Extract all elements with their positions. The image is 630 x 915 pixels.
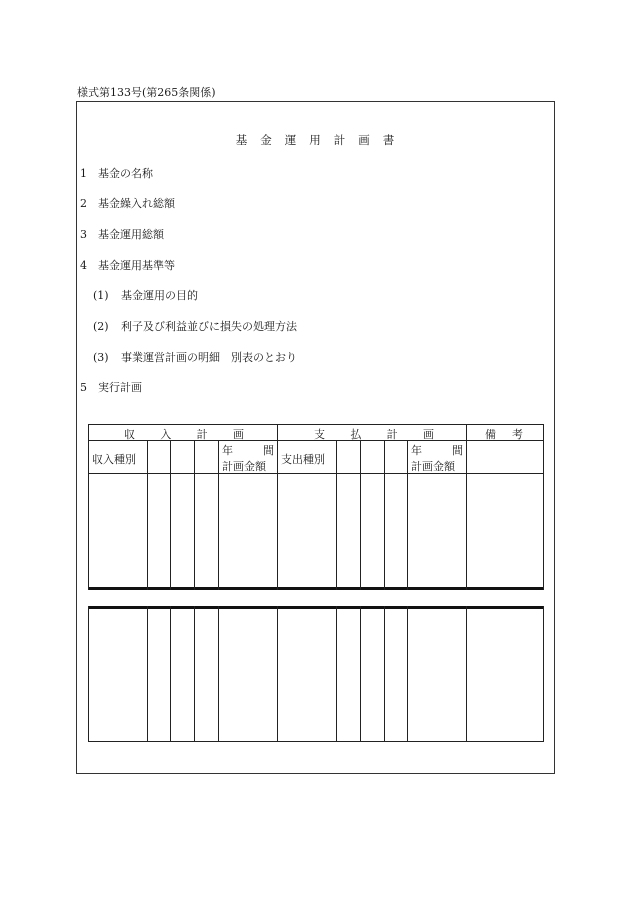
item-2	[80, 195, 175, 211]
subitem-number: (1)	[93, 289, 109, 302]
separator-upper	[88, 587, 544, 590]
item-1	[80, 165, 153, 181]
column-divider	[218, 606, 219, 742]
subitem-2	[93, 318, 297, 334]
item-5	[80, 379, 142, 395]
table-border-bottom	[88, 741, 544, 742]
column-divider	[170, 606, 171, 742]
header-char: 計	[386, 428, 398, 441]
table-border-top	[88, 424, 544, 425]
header-char: 収	[124, 428, 135, 441]
item-number: 5	[80, 381, 87, 394]
subitem-label: 基金運用の目的	[121, 289, 198, 302]
subitem-number: (2)	[93, 320, 109, 333]
column-divider	[277, 424, 278, 590]
header-char: 払	[350, 428, 362, 441]
header-char: 計	[196, 428, 208, 441]
subitem-1	[93, 287, 198, 303]
item-4	[80, 257, 175, 273]
column-divider	[194, 440, 195, 590]
header-char: 入	[160, 428, 172, 441]
column-divider	[407, 440, 408, 590]
header-char: 支	[314, 428, 325, 441]
item-number: 4	[80, 259, 87, 272]
column-divider	[466, 606, 467, 742]
table-border-right	[543, 424, 544, 590]
subitem-label: 利子及び利益並びに損失の処理方法	[121, 320, 297, 333]
item-label: 基金の名称	[98, 167, 153, 180]
subitem-label: 事業運営計画の明細 別表のとおり	[121, 351, 297, 364]
column-divider	[147, 606, 148, 742]
document-title: 基金運用計画書	[235, 133, 408, 147]
item-number: 1	[80, 167, 87, 180]
annual-plan-amount-label: 計画金額	[411, 460, 455, 473]
table-border-left-lower	[88, 606, 89, 742]
income-plan-header	[124, 426, 244, 442]
column-divider	[407, 606, 408, 742]
column-divider	[218, 440, 219, 590]
item-number: 2	[80, 197, 87, 210]
header-char: 画	[422, 428, 434, 441]
annual-char: 間	[263, 444, 274, 457]
item-label: 実行計画	[98, 381, 142, 394]
column-divider	[466, 424, 467, 590]
column-divider	[277, 606, 278, 742]
annual-plan-amount-label: 計画金額	[222, 460, 266, 473]
item-label: 基金運用基準等	[98, 259, 175, 272]
subitem-number: (3)	[93, 351, 109, 364]
subheader-divider	[88, 473, 544, 474]
item-3	[80, 226, 164, 242]
table-border-right-lower	[543, 606, 544, 742]
header-char: 備	[485, 428, 496, 441]
item-number: 3	[80, 228, 87, 241]
execution-plan-table	[88, 424, 544, 742]
column-divider	[336, 606, 337, 742]
item-label: 基金運用総額	[98, 228, 164, 241]
header-char: 考	[512, 428, 523, 441]
expense-plan-header	[314, 426, 434, 442]
subitem-3	[93, 349, 297, 365]
remarks-header	[485, 426, 523, 442]
header-char: 画	[232, 428, 244, 441]
column-divider	[360, 606, 361, 742]
column-divider	[170, 440, 171, 590]
form-number-label: 様式第133号(第265条関係)	[77, 86, 216, 99]
column-divider	[147, 440, 148, 590]
item-label: 基金繰入れ総額	[98, 197, 175, 210]
column-divider	[194, 606, 195, 742]
column-divider	[384, 606, 385, 742]
column-divider	[336, 440, 337, 590]
annual-char: 年	[411, 444, 422, 457]
table-border-left	[88, 424, 89, 590]
annual-char: 年	[222, 444, 233, 457]
column-divider	[360, 440, 361, 590]
income-type-label: 収入種別	[92, 453, 136, 466]
expense-type-label: 支出種別	[281, 453, 325, 466]
separator-lower	[88, 606, 544, 609]
annual-char: 間	[452, 444, 463, 457]
column-divider	[384, 440, 385, 590]
